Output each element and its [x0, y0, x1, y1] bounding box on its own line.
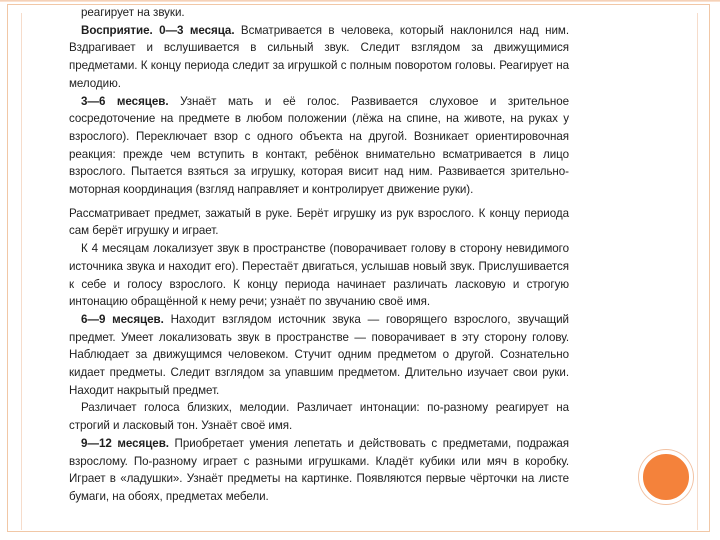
paragraph-9-12-months: [69, 435, 569, 506]
slide-border: [7, 4, 710, 532]
paragraph-heading: Восприятие. 0—3 месяца.: [81, 23, 235, 37]
paragraph-heading: 9—12 месяцев.: [81, 436, 169, 450]
paragraph-4-months-sound: [69, 240, 569, 311]
paragraph-heading: 3—6 месяцев.: [81, 94, 169, 108]
paragraph-text: Находит взглядом источник звука — говорящего взрослого, звучащий предмет. Умеет локализовать звук в пространстве — поворачивает в эту сторону голову. Наблюдает за движущимся человеком. Стучит одним предметом о другой. Сознательно кидает предметы. Следит взглядом за упавшим предметом. Длительно изучает свои руки. Находит накрытый предмет.: [69, 312, 569, 397]
slide-top-edge: [0, 0, 720, 2]
paragraph-voices: [69, 399, 569, 434]
paragraph-6-9-months: [69, 311, 569, 400]
paragraph-perception-0-3: [69, 22, 569, 93]
paragraph-text: К 4 месяцам локализует звук в пространстве (поворачивает голову в сторону невидимого источника звука и находит его). Перестаёт двигаться, услышав новый звук. Прислушивается к себе и голосу взрослого. К концу периода начинает различать ласковую и строгую интонацию обращённой к нему речи; узнаёт по звучанию своё имя.: [69, 242, 569, 309]
slide-decor-circle: [639, 450, 693, 504]
paragraph-object-examining: [69, 205, 569, 240]
slide-inner-border: [21, 6, 698, 530]
cut-off-line: реагирует на звуки.: [81, 6, 185, 19]
paragraph-heading: 6—9 месяцев.: [81, 312, 164, 326]
paragraph-text: Рассматривает предмет, зажатый в руке. Берёт игрушку из рук взрослого. К концу периода сам берёт игрушку и играет.: [69, 206, 569, 238]
paragraph-text: Приобретает умения лепетать и действовать с предметами, подражая взрослому. По-разному играет с разными игрушками. Кладёт кубики или мяч в коробку. Играет в «ладушки». Узнаёт предметы на картинке. Появляются первые чёрточки на листе бумаги, на обоях, предметах мебели.: [69, 436, 569, 503]
paragraph-3-6-months: [69, 93, 569, 199]
scanned-text-page: [69, 6, 570, 511]
paragraph-text: Узнаёт мать и её голос. Развивается слуховое и зрительное сосредоточение на предмете в любом положении (лёжа на спине, на животе, на руках у взрослого). Переключает взор с одного объекта на другой. Возникает ориентировочная реакция: прежде чем вступить в контакт, ребёнок внимательно всматривается в лицо взрослого. Пытается взяться за игрушку, которая висит над ним. Развивается зрительно-моторная координация (взгляд направляет и контролирует движение руки).: [69, 94, 570, 197]
paragraph-text: Всматривается в человека, который наклонился над ним. Вздрагивает и вслушивается в сильный звук. Следит взглядом за движущимися предметами. К концу периода следит за игрушкой с полным поворотом головы. Реагирует на мелодию.: [69, 23, 569, 90]
paragraph-text: Различает голоса близких, мелодии. Различает интонации: по-разному реагирует на строгий и ласковый тон. Узнаёт своё имя.: [69, 401, 569, 433]
